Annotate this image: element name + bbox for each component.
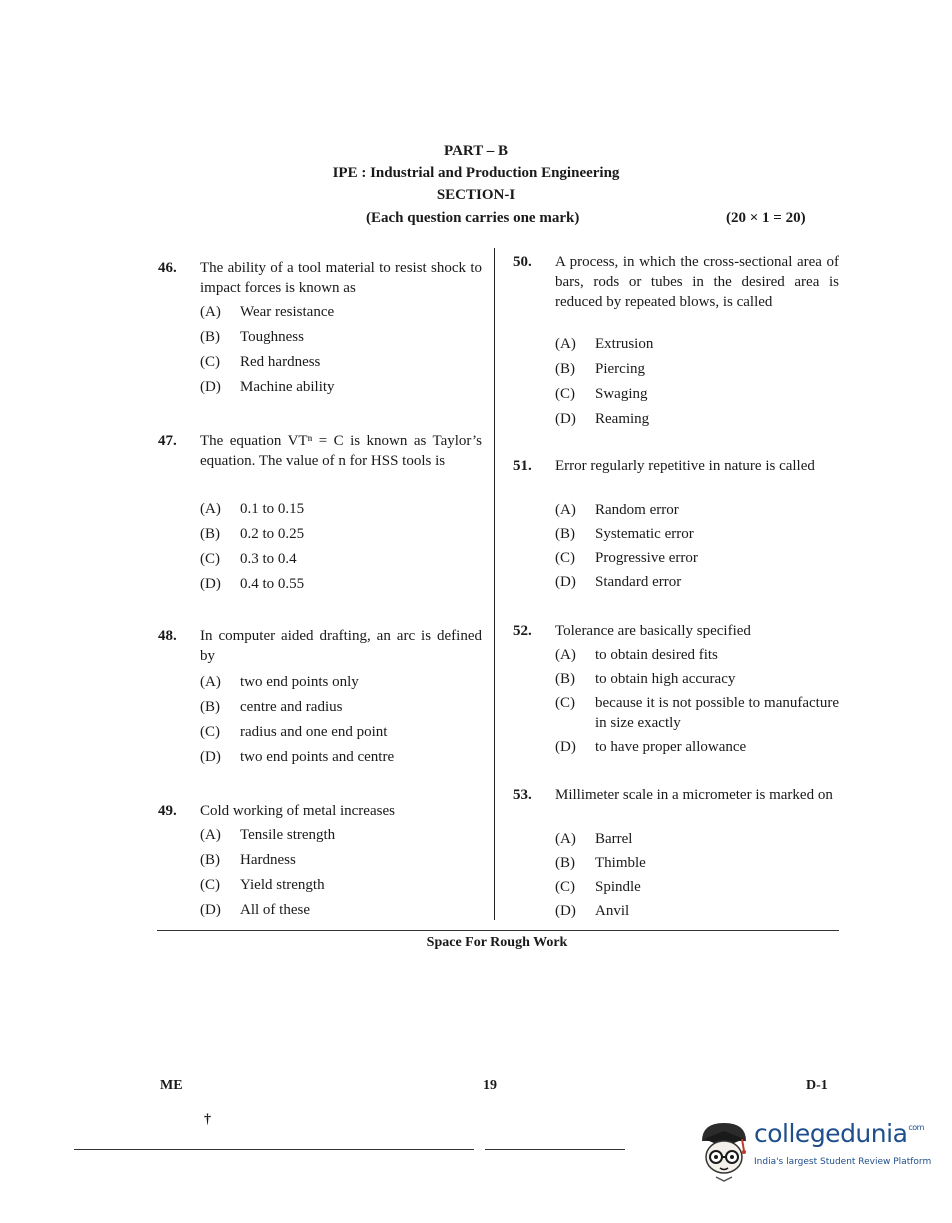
- instruction-text: (Each question carries one mark): [366, 210, 580, 226]
- rough-work-rule: [157, 930, 839, 931]
- option-a[interactable]: [555, 334, 839, 359]
- question-text: Cold working of metal increases: [200, 803, 395, 819]
- option-text: Systematic error: [595, 526, 694, 542]
- column-divider: [494, 248, 495, 920]
- option-label: (B): [555, 671, 575, 687]
- option-d[interactable]: [200, 574, 482, 599]
- page-number: 19: [483, 1078, 497, 1093]
- part-heading: PART – B: [444, 143, 508, 159]
- option-label: (B): [555, 855, 575, 871]
- option-text: All of these: [240, 902, 310, 918]
- option-a[interactable]: [200, 825, 482, 850]
- option-b[interactable]: [200, 697, 482, 722]
- option-label: (D): [200, 902, 221, 918]
- option-text: Piercing: [595, 361, 645, 377]
- option-label: (A): [555, 647, 576, 663]
- mascot-icon: [696, 1117, 752, 1187]
- option-c[interactable]: [200, 875, 482, 900]
- option-a[interactable]: [200, 302, 482, 327]
- option-text: Reaming: [595, 411, 650, 427]
- option-label: (B): [200, 526, 220, 542]
- option-text: Swaging: [595, 386, 648, 402]
- option-label: (D): [555, 574, 576, 590]
- option-text: Barrel: [595, 831, 633, 847]
- option-label: (C): [200, 551, 220, 567]
- option-text: Red hardness: [240, 354, 321, 370]
- option-b[interactable]: [200, 524, 482, 549]
- question-number: 53.: [513, 787, 532, 803]
- option-text: centre and radius: [240, 699, 343, 715]
- options-list: [200, 302, 482, 402]
- option-label: (B): [200, 699, 220, 715]
- question-text: Tolerance are basically specified: [555, 623, 751, 639]
- option-b[interactable]: [200, 850, 482, 875]
- marks-text: (20 × 1 = 20): [726, 210, 806, 226]
- option-text: Hardness: [240, 852, 296, 868]
- option-c[interactable]: [555, 384, 839, 409]
- question-text: Millimeter scale in a micrometer is marked on: [555, 787, 833, 803]
- option-a[interactable]: [555, 829, 839, 853]
- option-c[interactable]: [555, 548, 839, 572]
- rough-work-label: Space For Rough Work: [426, 935, 568, 950]
- option-label: (A): [555, 336, 576, 352]
- option-text: Spindle: [595, 879, 641, 895]
- question-text: Error regularly repetitive in nature is called: [555, 458, 815, 474]
- option-label: (A): [200, 674, 221, 690]
- option-a[interactable]: [200, 499, 482, 524]
- option-text: Progressive error: [595, 550, 698, 566]
- options-list: [200, 499, 482, 599]
- option-d[interactable]: [555, 572, 839, 596]
- option-text: two end points only: [240, 674, 359, 690]
- option-d[interactable]: [200, 900, 482, 925]
- option-text: to obtain high accuracy: [595, 671, 736, 687]
- option-label: (A): [555, 502, 576, 518]
- option-label: (C): [200, 724, 220, 740]
- option-text: Toughness: [240, 329, 304, 345]
- option-c[interactable]: [200, 352, 482, 377]
- option-a[interactable]: [200, 672, 482, 697]
- option-text: because it is not possible to manufacture in size exactly: [595, 695, 839, 731]
- question-text: The equation VTⁿ = C is known as Taylor’s equation. The value of n for HSS tools is: [200, 433, 482, 469]
- option-c[interactable]: [200, 722, 482, 747]
- option-b[interactable]: [555, 524, 839, 548]
- question-number: 46.: [158, 260, 177, 276]
- option-label: (C): [555, 550, 575, 566]
- footer-subject-code: ME: [160, 1078, 183, 1093]
- option-c[interactable]: [555, 693, 839, 737]
- option-text: Extrusion: [595, 336, 654, 352]
- option-text: radius and one end point: [240, 724, 388, 740]
- option-d[interactable]: [200, 747, 482, 772]
- option-d[interactable]: [555, 737, 839, 761]
- option-label: (D): [555, 903, 576, 919]
- option-b[interactable]: [555, 669, 839, 693]
- question-number: 51.: [513, 458, 532, 474]
- logo-suffix: com: [908, 1123, 924, 1132]
- question-number: 47.: [158, 433, 177, 449]
- option-text: Yield strength: [240, 877, 325, 893]
- option-label: (D): [200, 576, 221, 592]
- stray-mark-icon: †: [204, 1112, 211, 1127]
- option-d[interactable]: [200, 377, 482, 402]
- question-text: The ability of a tool material to resist shock to impact forces is known as: [200, 260, 482, 296]
- options-list: [555, 829, 839, 925]
- option-text: Tensile strength: [240, 827, 336, 843]
- option-text: 0.4 to 0.55: [240, 576, 305, 592]
- question-number: 50.: [513, 254, 532, 270]
- option-label: (D): [555, 411, 576, 427]
- options-list: [555, 500, 839, 596]
- question-text: In computer aided drafting, an arc is defined by: [200, 628, 482, 664]
- bottom-line-left: [74, 1149, 474, 1150]
- option-label: (C): [200, 877, 220, 893]
- logo-wordmark: collegedunia$^{com}$: [754, 1119, 924, 1148]
- question-number: 48.: [158, 628, 177, 644]
- option-c[interactable]: [555, 877, 839, 901]
- collegedunia-logo[interactable]: [696, 1117, 932, 1187]
- options-list: [200, 672, 482, 772]
- option-text: Machine ability: [240, 379, 335, 395]
- options-list: [555, 334, 839, 434]
- question-text: A process, in which the cross-sectional area of bars, rods or tubes in the desired area is reduced by repeated blows, is called: [555, 254, 839, 310]
- option-label: (A): [555, 831, 576, 847]
- option-a[interactable]: [555, 500, 839, 524]
- option-text: Random error: [595, 502, 679, 518]
- option-label: (A): [200, 501, 221, 517]
- option-label: (C): [555, 879, 575, 895]
- option-label: (B): [200, 852, 220, 868]
- option-text: to have proper allowance: [595, 739, 747, 755]
- section-heading: SECTION-I: [436, 187, 516, 203]
- option-label: (D): [555, 739, 576, 755]
- question-number: 52.: [513, 623, 532, 639]
- option-text: 0.1 to 0.15: [240, 501, 305, 517]
- option-text: Thimble: [595, 855, 646, 871]
- option-label: (C): [555, 695, 575, 711]
- option-b[interactable]: [555, 359, 839, 384]
- option-label: (B): [555, 526, 575, 542]
- option-b[interactable]: [200, 327, 482, 352]
- question-number: 49.: [158, 803, 177, 819]
- booklet-code: D-1: [806, 1078, 828, 1093]
- option-c[interactable]: [200, 549, 482, 574]
- option-d[interactable]: [555, 409, 839, 434]
- option-d[interactable]: [555, 901, 839, 925]
- option-text: Standard error: [595, 574, 682, 590]
- subject-heading: IPE : Industrial and Production Engineering: [332, 165, 620, 181]
- option-text: 0.2 to 0.25: [240, 526, 305, 542]
- option-label: (D): [200, 379, 221, 395]
- option-text: 0.3 to 0.4: [240, 551, 297, 567]
- logo-tagline: India's largest Student Review Platform: [754, 1157, 932, 1167]
- option-label: (B): [555, 361, 575, 377]
- option-label: (A): [200, 827, 221, 843]
- bottom-line-right: [485, 1149, 625, 1150]
- option-text: to obtain desired fits: [595, 647, 718, 663]
- option-label: (D): [200, 749, 221, 765]
- option-b[interactable]: [555, 853, 839, 877]
- options-list: [200, 825, 482, 925]
- options-list: [555, 645, 839, 761]
- option-text: Anvil: [595, 903, 630, 919]
- option-label: (C): [200, 354, 220, 370]
- option-text: Wear resistance: [240, 304, 335, 320]
- option-label: (B): [200, 329, 220, 345]
- option-text: two end points and centre: [240, 749, 395, 765]
- option-label: (C): [555, 386, 575, 402]
- option-a[interactable]: [555, 645, 839, 669]
- option-label: (A): [200, 304, 221, 320]
